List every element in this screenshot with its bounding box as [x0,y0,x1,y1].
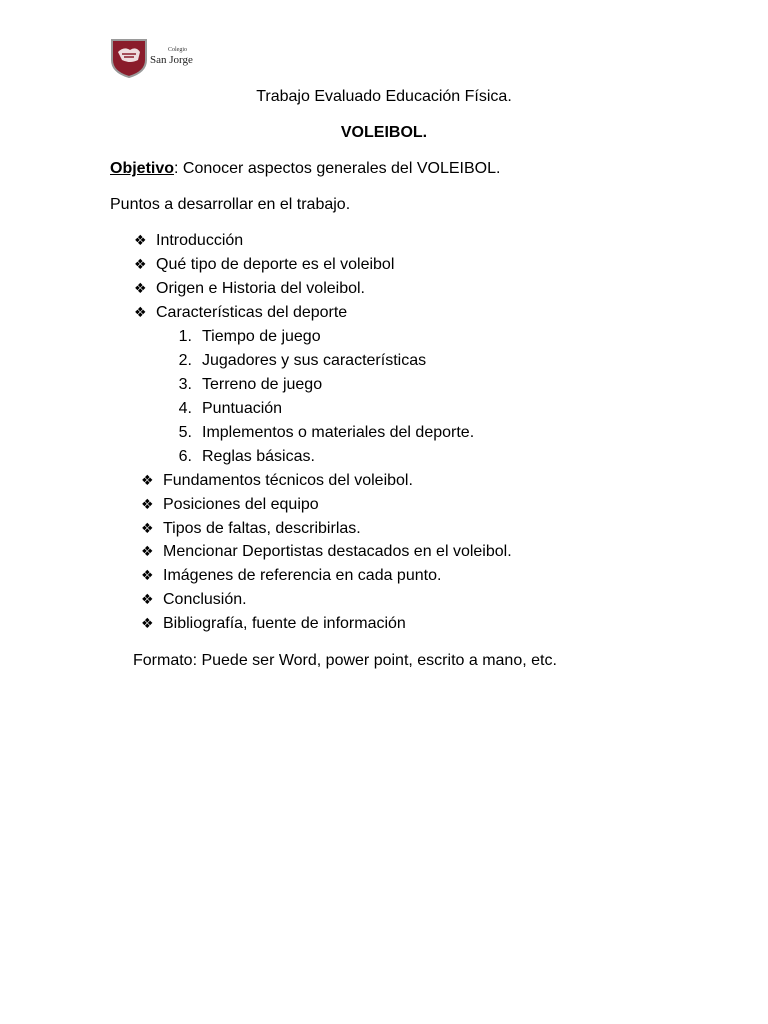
list-item: ❖ Fundamentos técnicos del voleibol. [141,472,413,489]
list-item: ❖ Conclusión. [141,591,247,608]
diamond-bullet-icon: ❖ [134,257,147,273]
numbered-item: 1. Tiempo de juego [178,328,321,345]
format-note: Formato: Puede ser Word, power point, escrito a mano, etc. [133,652,557,669]
diamond-bullet-icon: ❖ [134,305,147,321]
numbered-item: 5. Implementos o materiales del deporte. [178,424,475,441]
numbered-item: 2. Jugadores y sus características [178,352,427,369]
diamond-bullet-icon: ❖ [141,592,154,608]
logo-brand-main: San Jorge [150,54,193,66]
numbered-item: 3. Terreno de juego [178,376,323,393]
diamond-bullet-icon: ❖ [141,497,154,513]
list-item: ❖ Características del deporte [134,304,348,321]
document-subtitle: VOLEIBOL. [340,124,428,141]
objective-label: Objetivo [110,160,175,177]
objective-text: : Conocer aspectos generales del VOLEIBOL. [174,160,501,177]
list-item: ❖ Origen e Historia del voleibol. [134,280,365,297]
logo-brand-small: Colegio [168,47,187,53]
diamond-bullet-icon: ❖ [141,521,154,537]
shield-icon [110,38,200,78]
diamond-bullet-icon: ❖ [134,233,147,249]
list-item: ❖ Mencionar Deportistas destacados en el voleibol. [141,543,512,560]
list-item: ❖ Qué tipo de deporte es el voleibol [134,256,395,273]
list-item: ❖ Tipos de faltas, describirlas. [141,520,361,537]
list-item: ❖ Imágenes de referencia en cada punto. [141,567,442,584]
diamond-bullet-icon: ❖ [141,616,154,632]
points-intro: Puntos a desarrollar en el trabajo. [110,196,351,213]
school-logo [110,38,200,78]
list-item: ❖ Bibliografía, fuente de información [141,615,406,632]
numbered-item: 4. Puntuación [178,400,283,417]
diamond-bullet-icon: ❖ [141,568,154,584]
diamond-bullet-icon: ❖ [141,473,154,489]
objective-line [110,159,500,179]
diamond-bullet-icon: ❖ [134,281,147,297]
list-item: ❖ Posiciones del equipo [141,496,319,513]
diamond-bullet-icon: ❖ [141,544,154,560]
numbered-item: 6. Reglas básicas. [178,448,315,465]
list-item: ❖ Introducción [134,232,244,249]
document-title: Trabajo Evaluado Educación Física. [256,88,512,105]
